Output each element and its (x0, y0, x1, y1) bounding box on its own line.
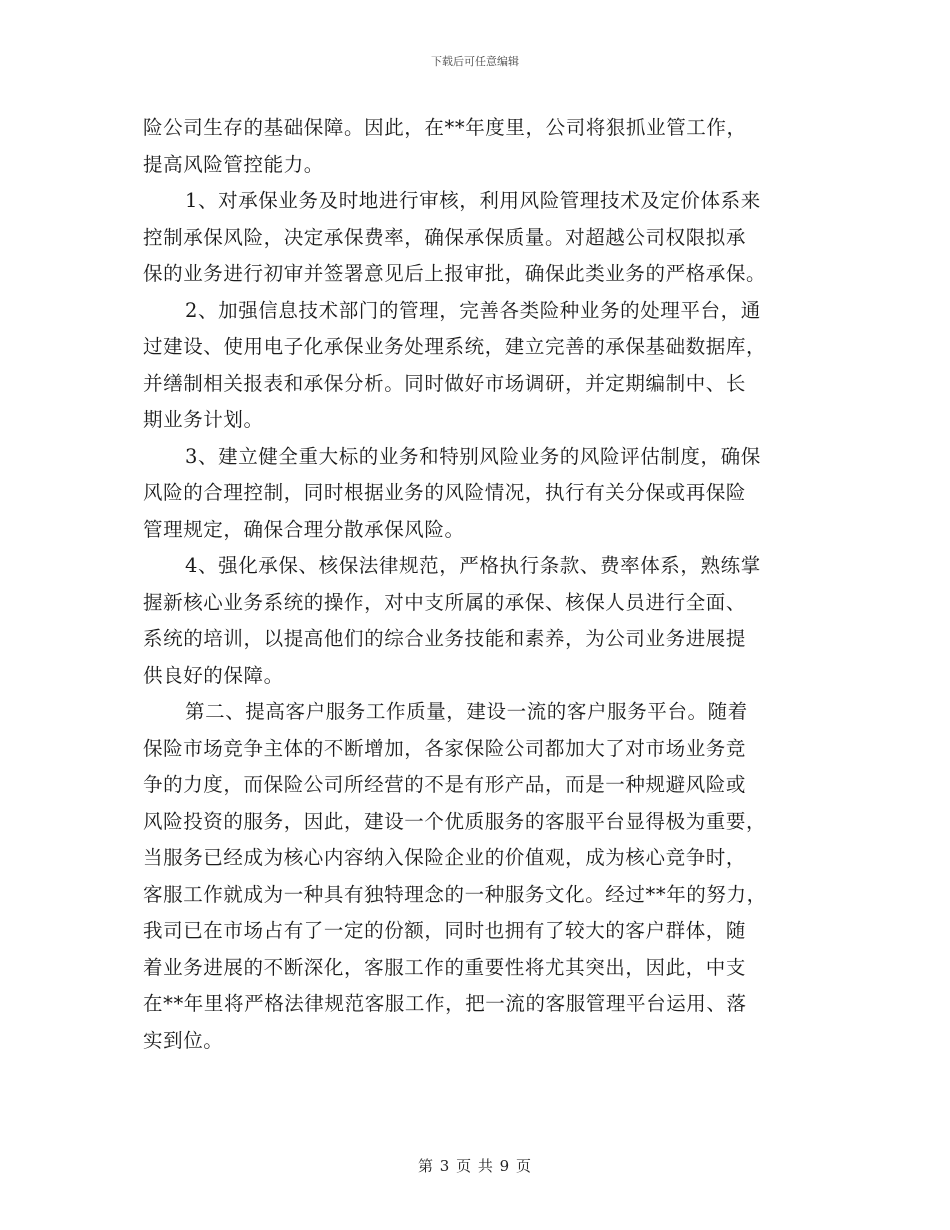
text-line: 4、强化承保、核保法律规范，严格执行条款、费率体系，熟练掌 (185, 554, 761, 577)
text-line: 3、建立健全重大标的业务和特别风险业务的风险评估制度，确保 (185, 444, 761, 468)
text-line: 控制承保风险，决定承保费率，确保承保质量。对超越公司权限拟承 (143, 225, 747, 249)
text-line: 1、对承保业务及时地进行审核，利用风险管理技术及定价体系来 (185, 189, 761, 212)
text-line: 握新核心业务系统的操作，对中支所属的承保、核保人员进行全面、 (143, 590, 747, 614)
page-header: 下载后可任意编辑 (431, 55, 519, 68)
text-line: 客服工作就成为一种具有独特理念的一种服务文化。经过**年的努力， (143, 882, 767, 906)
text-line: 系统的培训，以提高他们的综合业务技能和素养，为公司业务进展提 (143, 627, 747, 650)
text-line: 并缮制相关报表和承保分析。同时做好市场调研，并定期编制中、长 (143, 371, 747, 395)
text-line: 在**年里将严格法律规范客服工作，把一流的客服管理平台运用、落 (143, 992, 747, 1015)
text-line: 争的力度，而保险公司所经营的不是有形产品，而是一种规避风险或 (143, 773, 747, 796)
text-line: 保的业务进行初审并签署意见后上报审批，确保此类业务的严格承保。 (143, 262, 767, 285)
text-line: 实到位。 (143, 1028, 224, 1052)
text-line: 险公司生存的基础保障。因此，在**年度里，公司将狠抓业管工作， (143, 116, 747, 139)
text-line: 管理规定，确保合理分散承保风险。 (143, 517, 465, 541)
text-line: 当服务已经成为核心内容纳入保险企业的价值观，成为核心竞争时， (143, 846, 747, 869)
text-line: 第二、提高客户服务工作质量，建设一流的客户服务平台。随着 (185, 700, 748, 723)
text-line: 期业务计划。 (143, 408, 264, 431)
text-line: 2、加强信息技术部门的管理，完善各类险种业务的处理平台，通 (185, 298, 761, 322)
page-number-footer: 第 3 页 共 9 页 (418, 1157, 532, 1175)
text-line: 着业务进展的不断深化，客服工作的重要性将尤其突出，因此，中支 (143, 955, 747, 979)
text-line: 风险的合理控制，同时根据业务的风险情况，执行有关分保或再保险 (143, 481, 747, 504)
text-line: 供良好的保障。 (143, 663, 284, 687)
text-line: 我司已在市场占有了一定的份额，同时也拥有了较大的客户群体，随 (143, 919, 747, 942)
text-line: 提高风险管控能力。 (143, 152, 324, 176)
text-line: 过建设、使用电子化承保业务处理系统，建立完善的承保基础数据库， (143, 335, 767, 358)
text-line: 保险市场竞争主体的不断增加，各家保险公司都加大了对市场业务竞 (143, 736, 747, 760)
text-line: 风险投资的服务，因此，建设一个优质服务的客服平台显得极为重要， (143, 809, 767, 833)
document-body (143, 110, 811, 1059)
